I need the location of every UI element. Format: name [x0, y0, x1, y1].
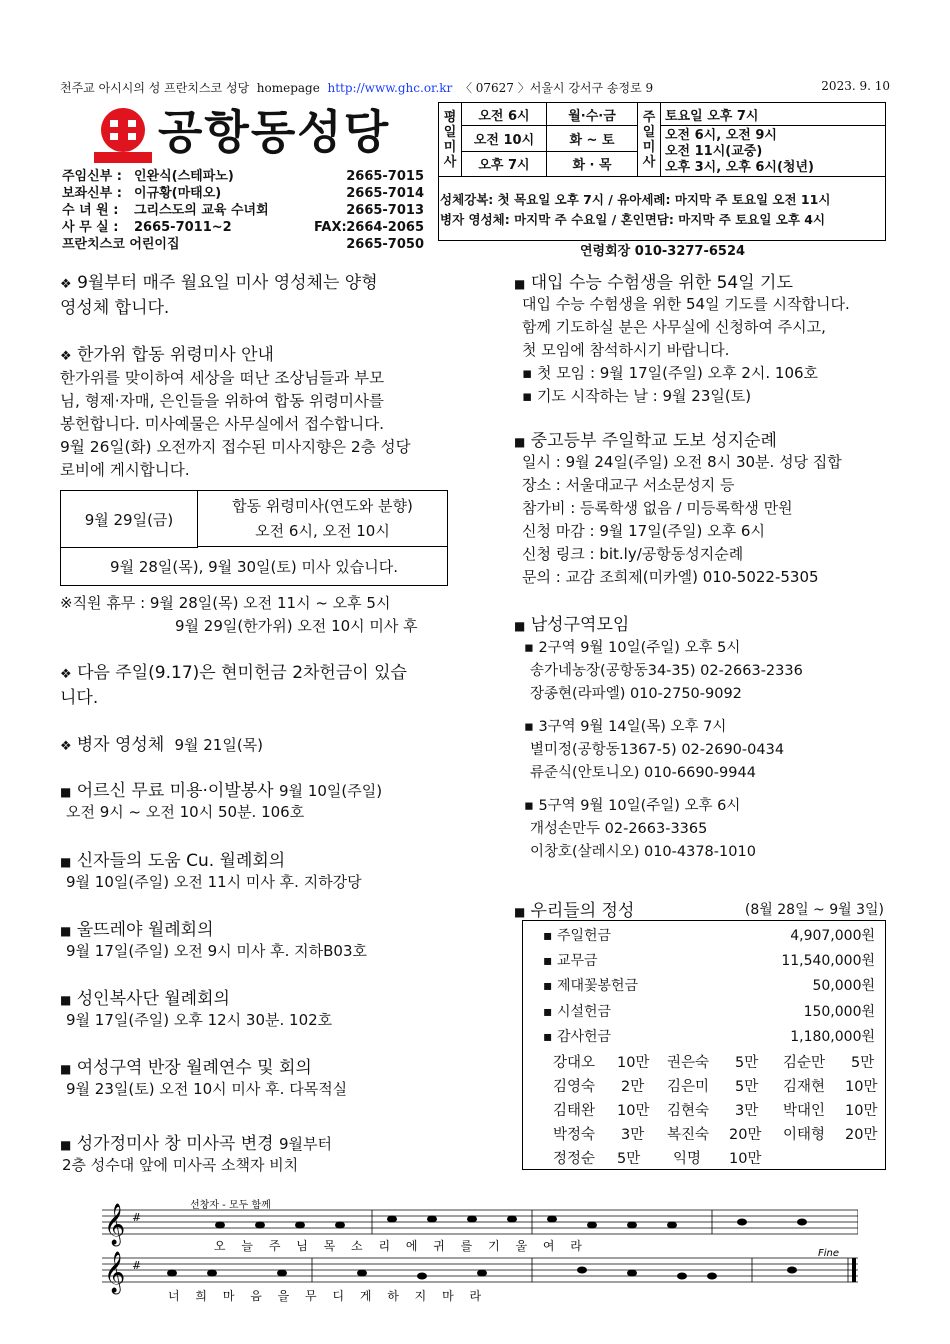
music-cue: 선창자 - 모두 함께	[190, 1200, 271, 1211]
staff-row: 사 무 실 : 2665-7011~2 FAX: 2664-2065	[62, 220, 424, 235]
square-bullet-icon: ■	[514, 277, 526, 291]
lyric-line-2: 너 희 마 음 을 무 디 게 하 지 마 라	[168, 1289, 488, 1303]
left-section-2: ❖ 한가위 합동 위령미사 안내 한가위를 맞이하여 세상을 떠난 조상님들과 부모 님, 형제·자매, 은인들을 위하여 합동 위령미사를 봉헌합니다. 미사예물은 사무실에서 접수합니다. 9월 26일(화) 오전까지 접수된 미사지향은 2층 성당 로비에 게시합니다.	[60, 340, 450, 482]
offering-row: ▪ 시설헌금 150,000원	[543, 1004, 875, 1020]
left-column	[60, 268, 450, 318]
mass-time: 오전 10시	[462, 126, 547, 152]
notice-1-cont: 영성체 합니다.	[60, 298, 170, 318]
square-bullet-icon: ■	[514, 905, 526, 919]
memorial-mass-title: 합동 위령미사(연도와 분향)	[232, 497, 413, 515]
memorial-date: 9월 29일(금)	[61, 491, 198, 548]
list-item: ■ 신자들의 도움 Cu. 월례회의 9월 10일(주일) 오전 11시 미사 후. 지하강당	[60, 851, 362, 891]
right-section-2: ■ 중고등부 주일학교 도보 성지순례 일시 : 9월 24일(주일) 오전 8시 30분. 성당 집합 장소 : 서울대교구 서소문성지 등 참가비 : 등록학생 없음 / 미등록학생 만원 신청 마감 : 9월 17일(주일) 오후 6시 신청 링크 : bit.ly/공항동성지순례 문의 : 교감 조희제(미카엘) 010-5022-5305	[514, 431, 842, 586]
sunday-mass-time: 오전 6시, 오전 9시	[665, 128, 777, 143]
lyric-line-1: 오 늘 주 님 목 소 리 에 귀 를 기 울 여 라	[214, 1239, 588, 1253]
staff-holiday: ※직원 휴무 : 9월 28일(목) 오전 11시 ~ 오후 5시 9월 29일(한가위) 오전 10시 미사 후	[60, 594, 418, 635]
staff-row: 보좌신부 : 이규황(마태오) 2665-7014	[62, 186, 424, 201]
mass-note: 병자 영성체: 마지막 주 수요일 / 혼인면담: 마지막 주 토요일 오후 4시	[440, 212, 826, 227]
memorial-mass-note: 9월 28일(목), 9월 30일(토) 미사 있습니다.	[110, 558, 398, 576]
homepage-link[interactable]: http://www.ghc.or.kr	[327, 81, 453, 95]
treble-clef-icon: 𝄞	[104, 1204, 126, 1245]
notice-1: ❖ 9월부터 매주 월요일 미사 영성체는 양형	[60, 273, 378, 293]
staff-row: 주임신부 : 인완식(스테파노) 2665-7015	[62, 169, 424, 184]
square-bullet-icon: ■	[60, 1138, 72, 1152]
group-item: ▪ 3구역 9월 14일(목) 오후 7시 별미정(공항동1367-5) 02-2690-0434 류준식(안토니오) 010-6690-9944	[524, 719, 785, 781]
diamond-icon: ❖	[60, 739, 72, 754]
mass-time: 오후 7시	[462, 151, 547, 177]
offering-box: ▪ 주일헌금 4,907,000원 ▪ 교무금 11,540,000원 ▪ 제대꽃봉헌금 50,000원 ▪ 시설헌금 150,000원 ▪ 감사헌금 1,180,000원 강대오 10만 권은숙 5만 김순만 5만 김영숙 2만 김은미 5만 김재현 10만 김태완 10만 김현숙 3만 박대인 10만 박정숙 3만 복진숙 20만 이태형 20만 정정순 5만 익명 10만	[522, 920, 886, 1170]
mass-note: 성체강복: 첫 목요일 오후 7시 / 유아세례: 마지막 주 토요일 오전 11시	[440, 192, 831, 207]
org-name: 천주교 아시시의 성 프란치스코 성당	[60, 81, 250, 95]
memorial-mass-times: 오전 6시, 오전 10시	[255, 522, 390, 540]
offering-row: ▪ 주일헌금 4,907,000원	[543, 928, 875, 944]
notice-4: ❖ 병자 영성체 9월 21일(목)	[60, 735, 264, 755]
list-item: ■ 울뜨레야 월례회의 9월 17일(주일) 오전 9시 미사 후. 지하B03호	[60, 920, 368, 960]
group-item: ▪ 5구역 9월 10일(주일) 오후 6시 개성손만두 02-2663-3365 이창호(살레시오) 010-4378-1010	[524, 798, 756, 860]
staff-row: 프란치스코 어린이집 2665-7050	[62, 237, 424, 252]
right-section-3: ■ 남성구역모임 ▪ 2구역 9월 10일(주일) 오후 5시 송가네농장(공항동34-35) 02-2663-2336 장종현(라파엘) 010-2750-9092 ▪ 3구역 9월 14일(목) 오후 7시 별미정(공항동1367-5) 02-2690-0434 류준식(안토니오) 010-6690-9944 ▪ 5구역 9월 10일(주일) 오후 6시 개성손만두 02-2663-3365 이창호(살레시오) 010-4378-1010	[514, 610, 890, 864]
mass-days: 화 · 목	[547, 151, 638, 177]
section-heading: ❖ 한가위 합동 위령미사 안내	[60, 345, 274, 365]
square-bullet-icon: ■	[60, 993, 72, 1007]
address: 〈 07627 〉서울시 강서구 송정로 9	[459, 81, 654, 95]
sunday-mass-label: 주일미사	[638, 103, 661, 177]
offering-row: ▪ 교무금 11,540,000원	[543, 953, 875, 969]
mass-days: 화 ~ 토	[547, 126, 638, 152]
notice-3: ❖ 다음 주일(9.17)은 현미헌금 2차헌금이 있습 니다.	[60, 663, 407, 708]
weekday-mass-label: 평일미사	[439, 103, 462, 177]
list-item: ■ 성인복사단 월례회의 9월 17일(주일) 오후 12시 30분. 102호	[60, 989, 333, 1029]
sunday-mass-time: 토요일 오후 7시	[661, 103, 886, 126]
square-bullet-icon: ■	[60, 785, 72, 799]
offering-row: ▪ 제대꽃봉헌금 50,000원	[543, 978, 875, 994]
diamond-icon: ❖	[60, 349, 72, 364]
parish-logo	[92, 104, 154, 164]
issue-date: 2023. 9. 10	[821, 79, 890, 93]
homepage-label: homepage	[256, 81, 320, 95]
mass-notes	[440, 190, 884, 230]
right-section-1: ■ 대입 수능 수험생을 위한 54일 기도 대입 수능 수험생을 위한 54일 기도를 시작합니다. 함께 기도하실 분은 사무실에 신청하여 주시고, 첫 모임에 참석하시기 바랍니다. ▪ 첫 모임 : 9월 17일(주일) 오후 2시. 106호 ▪ 기도 시작하는 날 : 9월 23일(토)	[514, 273, 850, 405]
treble-clef-icon: 𝄞	[104, 1252, 126, 1293]
square-bullet-icon: ■	[514, 435, 526, 449]
funeral-president: 연령회장 010-3277-6524	[580, 244, 746, 259]
mass-days: 월·수·금	[547, 103, 638, 126]
page-title: 공항동성당	[158, 105, 391, 159]
svg-text:#: #	[132, 1259, 142, 1272]
diamond-icon: ❖	[60, 277, 72, 292]
diamond-icon: ❖	[60, 667, 72, 682]
left-items	[60, 776, 460, 1177]
fine-marker: Fine	[818, 1248, 840, 1259]
group-item: ▪ 2구역 9월 10일(주일) 오후 5시 송가네농장(공항동34-35) 02-2663-2336 장종현(라파엘) 010-2750-9092	[524, 640, 803, 702]
sunday-mass-time: 오전 11시(교중)	[665, 144, 763, 159]
staff-list	[62, 168, 424, 253]
staff-row: 수 녀 원 : 그리스도의 교육 수녀회 2665-7013	[62, 203, 424, 218]
list-item: ■ 성가정미사 창 미사곡 변경 9월부터 2층 성수대 앞에 미사곡 소책자 비치	[60, 1134, 333, 1174]
mass-time: 오전 6시	[462, 103, 547, 126]
square-bullet-icon: ■	[60, 855, 72, 869]
header-line	[60, 79, 890, 96]
svg-text:#: #	[132, 1211, 142, 1224]
square-bullet-icon: ■	[514, 619, 526, 633]
memorial-mass-table	[60, 490, 448, 586]
list-item: ■ 어르신 무료 미용·이발봉사 9월 10일(주일) 오전 9시 ~ 오전 10시 50분. 106호	[60, 781, 383, 821]
music-score	[92, 1196, 858, 1306]
square-bullet-icon: ■	[60, 1062, 72, 1076]
offering-row: ▪ 감사헌금 1,180,000원	[543, 1029, 875, 1045]
square-bullet-icon: ■	[60, 924, 72, 938]
list-item: ■ 여성구역 반장 월례연수 및 회의 9월 23일(토) 오전 10시 미사 후. 다목적실	[60, 1058, 348, 1098]
sunday-mass-time: 오후 3시, 오후 6시(청년)	[665, 160, 814, 175]
offering-heading: ■ 우리들의 정성 (8월 28일 ~ 9월 3일)	[514, 901, 884, 921]
